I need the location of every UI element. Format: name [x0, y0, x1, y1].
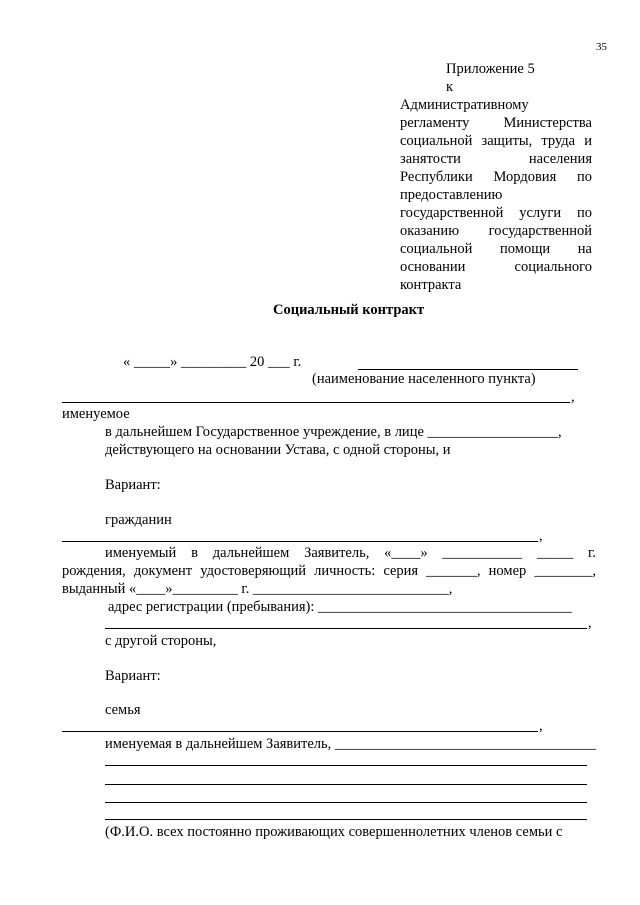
- appendix-line: регламенту Министерства: [400, 115, 592, 131]
- other-side: с другой стороны,: [105, 633, 217, 649]
- place-caption: (наименование населенного пункта): [312, 371, 536, 387]
- variant1-label: Вариант:: [105, 477, 161, 493]
- party1-line3: действующего на основании Устава, с одной стороны, и: [105, 442, 451, 458]
- appendix-line: контракта: [400, 277, 462, 293]
- contract-date: « _____» _________ 20 ___ г.: [123, 354, 302, 370]
- citizen-address: адрес регистрации (пребывания): ___________________________________: [108, 599, 572, 615]
- appendix-line: Республики Мордовия по: [400, 169, 592, 185]
- family-comma: ,: [539, 718, 543, 734]
- party1-line2: в дальнейшем Государственное учреждение, в лице __________________,: [105, 424, 562, 440]
- party1-named: именуемое: [62, 406, 130, 422]
- appendix-to: к: [446, 79, 454, 95]
- appendix-line: оказанию государственной: [400, 223, 592, 239]
- citizen-row3: выданный «____»_________ г. ___________________________,: [62, 581, 453, 597]
- page-number: 35: [596, 41, 607, 53]
- family-field-line: [105, 784, 587, 785]
- family-field-line: [105, 765, 587, 766]
- variant1-who: гражданин: [105, 512, 172, 528]
- family-field-line: [105, 802, 587, 803]
- document-title: Социальный контракт: [273, 302, 425, 318]
- appendix-line: социальной защиты, труда и: [400, 133, 592, 149]
- appendix-block: [400, 96, 592, 294]
- appendix-line: предоставлению: [400, 187, 503, 203]
- address-field: [105, 628, 587, 629]
- family-field-line: [105, 819, 587, 820]
- family-footnote: (Ф.И.О. всех постоянно проживающих совершеннолетних членов семьи с: [105, 824, 563, 840]
- address-comma: ,: [588, 615, 592, 631]
- appendix-title: Приложение 5: [446, 61, 535, 77]
- appendix-line: Административному: [400, 97, 529, 113]
- citizen-row1: именуемый в дальнейшем Заявитель, «____» ___________ _____ г.: [105, 545, 596, 561]
- party1-comma: ,: [571, 389, 575, 405]
- variant2-who: семья: [105, 702, 141, 718]
- citizen-row2: рождения, документ удостоверяющий личность: серия _______, номер ________,: [62, 563, 596, 579]
- citizen-comma: ,: [539, 528, 543, 544]
- appendix-line: основании социального: [400, 259, 592, 275]
- citizen-field: [62, 541, 538, 542]
- appendix-line: государственной услуги по: [400, 205, 592, 221]
- appendix-line: занятости населения: [400, 151, 592, 167]
- variant2-label: Вариант:: [105, 668, 161, 684]
- party1-field: [62, 402, 570, 403]
- family-named: именуемая в дальнейшем Заявитель, ____________________________________: [105, 736, 596, 752]
- appendix-line: социальной помощи на: [400, 241, 592, 257]
- family-field: [62, 731, 538, 732]
